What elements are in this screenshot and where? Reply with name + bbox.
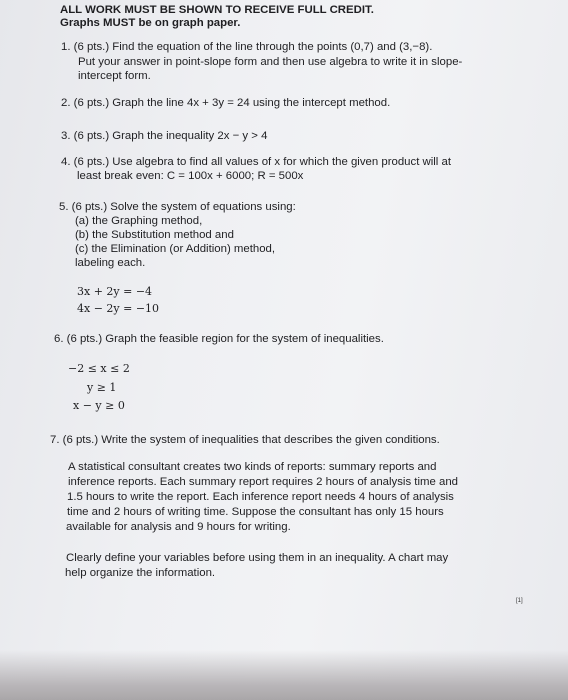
question-1-line-3: intercept form.	[78, 70, 151, 82]
question-7-paragraph-line-4: time and 2 hours of writing time. Suppose the consultant has only 15 hours	[67, 506, 444, 518]
question-7-paragraph-line-5: available for analysis and 9 hours for writing.	[66, 521, 291, 533]
question-1-line-2: Put your answer in point-slope form and then use algebra to write it in slope-	[78, 56, 463, 68]
question-4-line-1: 4. (6 pts.) Use algebra to find all values of x for which the given product will at	[61, 156, 452, 168]
paper-shadow	[0, 650, 568, 700]
question-7-paragraph-line-1: A statistical consultant creates two kinds of reports: summary reports and	[68, 461, 437, 473]
header-line-2: Graphs MUST be on graph paper.	[60, 17, 241, 29]
header-line-1: ALL WORK MUST BE SHOWN TO RECEIVE FULL CREDIT.	[60, 4, 374, 16]
question-5-equation-2: 4x − 2y = −10	[77, 302, 160, 315]
page-number: [1]	[516, 598, 523, 604]
question-5-line-3: (b) the Substitution method and	[75, 229, 234, 241]
question-5-equation-1: 3x + 2y = −4	[77, 285, 153, 298]
question-7-instruction-line-1: Clearly define your variables before using them in an inequality. A chart may	[66, 552, 449, 564]
question-6-inequality-1: −2 ≤ x ≤ 2	[68, 362, 130, 375]
question-1-line-1: 1. (6 pts.) Find the equation of the line through the points (0,7) and (3,−8).	[61, 41, 433, 53]
question-4-line-2: least break even: C = 100x + 6000; R = 500x	[77, 170, 304, 182]
question-3: 3. (6 pts.) Graph the inequality 2x − y > 4	[61, 130, 268, 142]
question-6-inequality-3: x − y ≥ 0	[73, 399, 125, 412]
question-5-line-4: (c) the Elimination (or Addition) method,	[75, 243, 276, 255]
question-6-inequality-2: y ≥ 1	[87, 381, 117, 394]
question-2: 2. (6 pts.) Graph the line 4x + 3y = 24 using the intercept method.	[61, 97, 391, 109]
question-7-paragraph-line-2: inference reports. Each summary report requires 2 hours of analysis time and	[68, 476, 458, 488]
question-7-line-1: 7. (6 pts.) Write the system of inequalities that describes the given conditions.	[50, 434, 440, 446]
question-5-line-5: labeling each.	[75, 257, 146, 269]
question-7-instruction-line-2: help organize the information.	[65, 567, 216, 579]
question-5-line-2: (a) the Graphing method,	[75, 215, 203, 227]
question-5-line-1: 5. (6 pts.) Solve the system of equations using:	[59, 201, 296, 213]
question-7-paragraph-line-3: 1.5 hours to write the report. Each inference report needs 4 hours of analysis	[67, 491, 454, 503]
question-6-line-1: 6. (6 pts.) Graph the feasible region for the system of inequalities.	[54, 333, 384, 345]
